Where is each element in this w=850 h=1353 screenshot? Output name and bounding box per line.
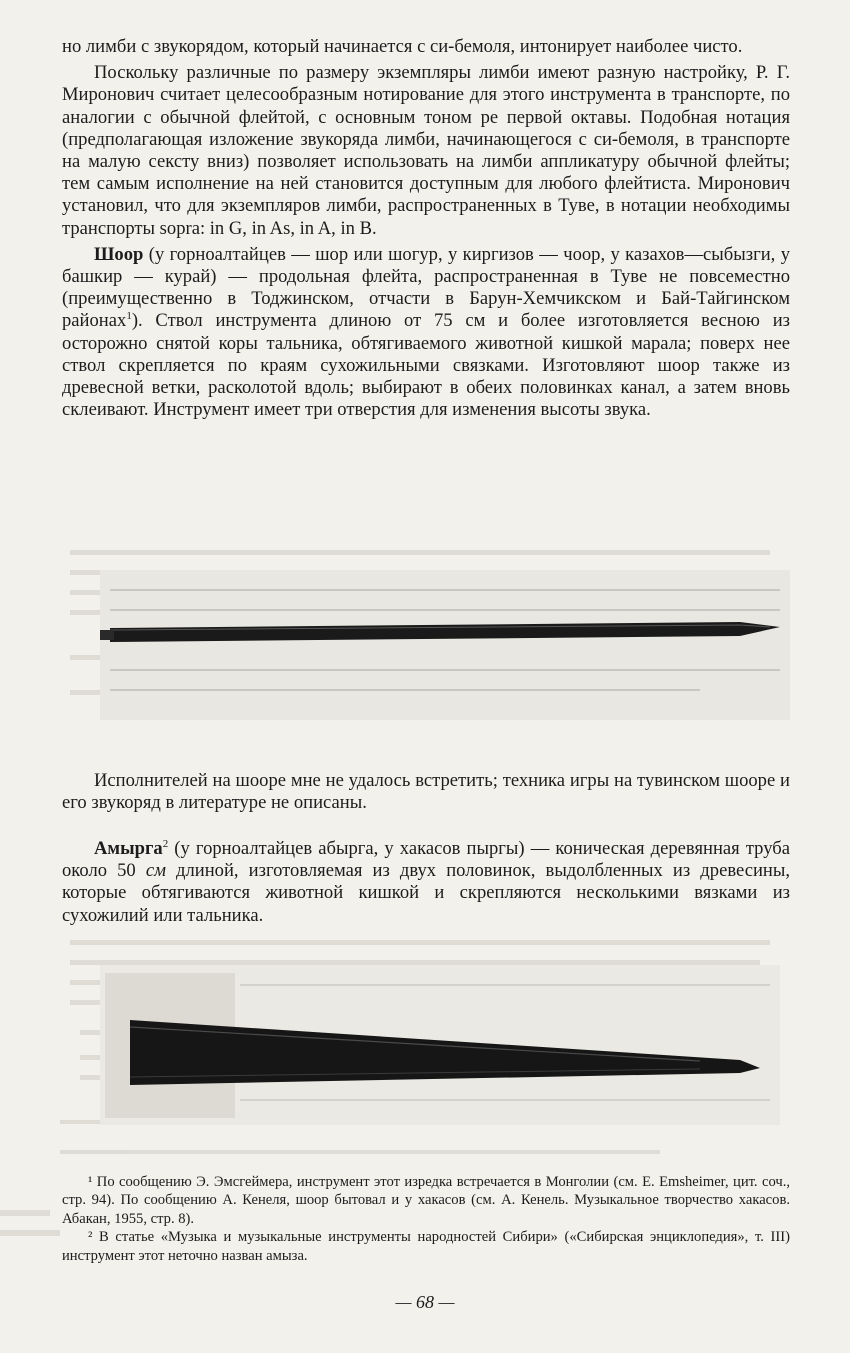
- paragraph-mironovich: Поскольку различные по размеру экземпляры лимби имеют разную настройку, Р. Г. Миронович считает целесообразным нотирование для этого инструмента в транспорте, по аналогии с обычной флейтой, с основным тоном ре первой октавы. Подобная нотация (предполагающая изложение звукоряда лимби, начинающегося с си-бемоля, в транспорте на малую сексту вниз) позволяет использовать на лимби аппликатуру обычной флейты; тем самым исполнение на ней становится доступным для любого флейтиста. Миронович установил, что для экземпляров лимби, распространенных в Туве, в нотации необходимы транспорты sopra: in G, in As, in A, in B.: [62, 62, 790, 239]
- unit-cm: см: [145, 860, 166, 882]
- shoor-text-a: (у горноалтайцев — шор или шогур, у киргизов — чоор, у казахов—сыбызги, у башкир — курай) — продольная флейта, распространенная в Туве не повсеместно (преимущественно в Тоджинском, отчасти в Барун-Хемчикском и Бай-Тайгинском районах: [62, 243, 790, 332]
- main-text-amyrga: [62, 838, 790, 927]
- shoor-flute-photo: [100, 570, 790, 720]
- paragraph-amyrga: [62, 838, 790, 927]
- term-shoor: Шоор: [94, 243, 144, 265]
- paragraph-performers: Исполнителей на шооре мне не удалось встретить; техника игры на тувинском шооре и его звукоряд в литературе не описаны.: [62, 770, 790, 814]
- footnote-2: ² В статье «Музыка и музыкальные инструменты народностей Сибири» («Сибирская энциклопедия», т. III) инструмент этот неточно назван амыза.: [62, 1229, 790, 1264]
- footnote-1: ¹ По сообщению Э. Эмсгеймера, инструмент этот изредка встречается в Монголии (см. E. Emsheimer, цит. соч., стр. 94). По сообщению А. Кенеля, шоор бытовал и у хакасов (см. А. Кенель. Музыкальное творчество хакасов. Абакан, 1955, стр. 8).: [62, 1174, 790, 1227]
- amyrga-trumpet-photo: [100, 965, 780, 1125]
- paragraph-shoor: [62, 244, 790, 422]
- page-number: — 68 —: [395, 1292, 455, 1312]
- shoor-text-b: ). Ствол инструмента длиною от 75 см и более изготовляется весною из осторожно снятой коры тальника, обтягиваемого животной кишкой марала; поверх нее ствол скрепляется по краям сухожильными связками. Изготовляют шоор также из древесной ветки, расколотой вдоль; выбирают в обеих половинках канал, а затем вновь склеивают. Инструмент имеет три отверстия для изменения высоты звука.: [62, 310, 790, 421]
- footnote-ref-1: 1: [126, 310, 132, 323]
- footnotes: [62, 1173, 790, 1265]
- main-text-middle: [62, 770, 790, 814]
- term-amyrga: Амырга: [94, 838, 163, 859]
- amyrga-text-a: (у горноалтайцев абырга, у хакасов пыргы) — коническая деревянная труба около 50: [62, 838, 790, 882]
- amyrga-text-b: длиной, изготовляемая из двух половинок, выдолбленных из древесины, которые обтягиваются животной кишкой и скрепляются несколькими вязками из сухожилий или тальника.: [62, 860, 790, 926]
- footnote-ref-2: 2: [162, 837, 169, 850]
- paragraph-continuation: но лимби с звукорядом, который начинается с си-бемоля, интонирует наиболее чисто.: [62, 36, 743, 57]
- main-text-top: [62, 36, 790, 421]
